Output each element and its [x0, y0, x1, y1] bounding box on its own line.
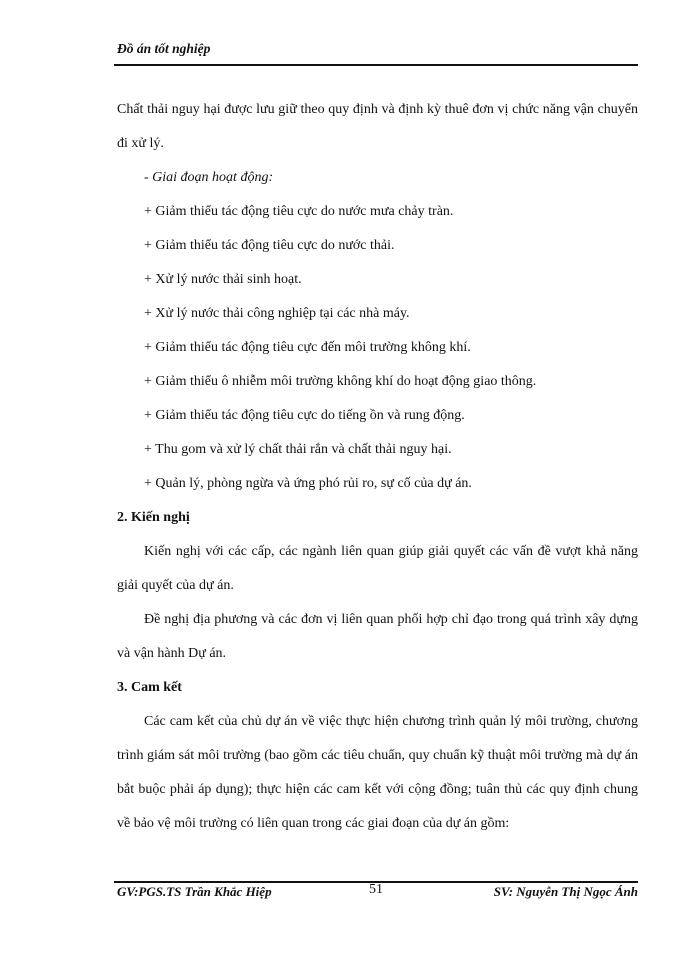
list-item: + Xử lý nước thải công nghiệp tại các nhà máy.	[144, 306, 410, 321]
intro-paragraph: Chất thải nguy hại được lưu giữ theo quy định và định kỳ thuê đơn vị chức năng vận chuyển đi xử lý.	[117, 102, 638, 151]
header-divider	[114, 64, 638, 66]
list-item: + Giảm thiểu tác động tiêu cực do nước thải.	[144, 238, 395, 253]
list-item: + Quản lý, phòng ngừa và ứng phó rủi ro, sự cố của dự án.	[144, 476, 472, 491]
section-heading-recommendations: 2. Kiến nghị	[117, 510, 190, 525]
section-heading-commitments: 3. Cam kết	[117, 680, 182, 695]
footer-student: SV: Nguyễn Thị Ngọc Ánh	[493, 884, 638, 899]
list-item: + Giảm thiểu tác động tiêu cực do nước mưa chảy tràn.	[144, 204, 454, 219]
page-number: 51	[369, 882, 383, 897]
header-title: Đồ án tốt nghiệp	[117, 41, 211, 56]
list-item: + Thu gom và xử lý chất thải rắn và chất thải nguy hại.	[144, 442, 452, 457]
list-item: + Giảm thiểu tác động tiêu cực đến môi trường không khí.	[144, 340, 471, 355]
stage-label: - Giai đoạn hoạt động:	[144, 170, 274, 185]
list-item: + Giảm thiểu tác động tiêu cực do tiếng ồn và rung động.	[144, 408, 465, 423]
paragraph: Kiến nghị với các cấp, các ngành liên quan giúp giải quyết các vấn đề vượt khả năng giải quyết của dự án.	[117, 544, 638, 593]
paragraph: Đề nghị địa phương và các đơn vị liên quan phối hợp chỉ đạo trong quá trình xây dựng và vận hành Dự án.	[117, 612, 638, 661]
footer-advisor: GV:PGS.TS Trần Khắc Hiệp	[117, 884, 272, 899]
document-body	[117, 93, 638, 841]
paragraph: Các cam kết của chủ dự án về việc thực hiện chương trình quản lý môi trường, chương trình giám sát môi trường (bao gồm các tiêu chuẩn, quy chuẩn kỹ thuật môi trường mà dự án bắt buộc phải áp dụng); thực hiện các cam kết với cộng đồng; tuân thủ các quy định chung về bảo vệ môi trường có liên quan trong các giai đoạn của dự án gồm:	[117, 714, 638, 831]
list-item: + Xử lý nước thải sinh hoạt.	[144, 272, 302, 287]
list-item: + Giảm thiểu ô nhiễm môi trường không khí do hoạt động giao thông.	[144, 374, 537, 389]
